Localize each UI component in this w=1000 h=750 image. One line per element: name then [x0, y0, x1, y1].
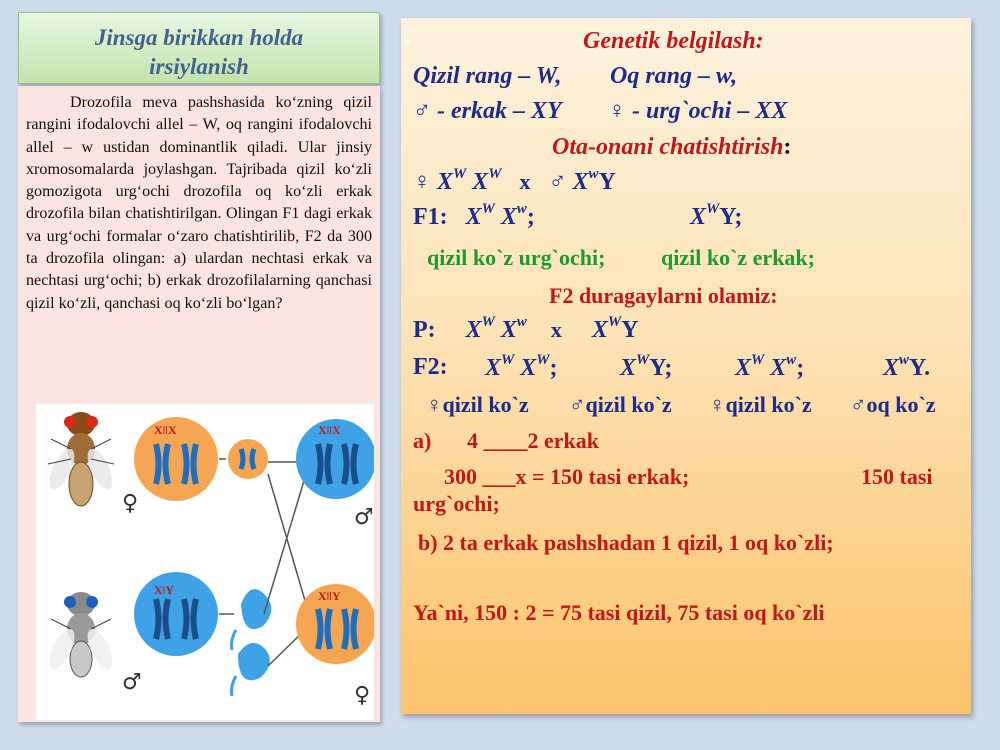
title-line-2: irsiylanish — [149, 54, 249, 79]
svg-text:XǀǀY: XǀǀY — [318, 589, 341, 603]
f1-label: F1: — [413, 204, 448, 230]
male-notation: ♂ - erkak – XY — [413, 98, 562, 124]
f2-desc-2: ♂qizil ko`z — [569, 392, 672, 417]
title-line-1: Jinsga birikkan holda — [94, 25, 304, 50]
p-y: Y — [621, 317, 639, 343]
answer-b: b) 2 ta erkak pashshadan 1 qizil, 1 oq ko`zli; — [418, 530, 834, 555]
svg-text:XǀǀX: XǀǀX — [318, 423, 341, 437]
allele-red-label: Qizil rang – W, — [413, 63, 562, 89]
female-symbol: ♀ — [413, 169, 431, 195]
f2-y-2: Y — [908, 355, 925, 381]
answer-a-label: a) — [413, 428, 432, 453]
inheritance-diagram-svg — [36, 404, 374, 720]
f1-semicolon-1: ; — [526, 204, 535, 230]
f1-y: Y — [719, 204, 735, 230]
f2-sc-2: ; — [664, 355, 673, 381]
f1-male-desc: qizil ko`z erkak; — [661, 245, 815, 270]
f2-label: F2: — [413, 354, 448, 380]
parent-cross-heading-text: Ota-onani chatishtirish — [552, 134, 784, 160]
answer-a-calc: 300 ___x = 150 tasi erkak; — [444, 464, 690, 489]
female-notation: ♀ - urg`ochi – XX — [608, 98, 788, 124]
f1-genotypes: F1: $X^W$ $X^w$; — [413, 201, 535, 230]
egg-gamete — [228, 439, 268, 479]
f2-genotype-2: $X^WY$; — [620, 352, 673, 381]
answer-a-ratio: 4 ____2 erkak — [467, 428, 599, 453]
f2-desc-1: ♀qizil ko`z — [426, 392, 529, 417]
parent-cross-colon: : — [783, 134, 792, 160]
female-symbol-offspring: ♀ — [354, 683, 371, 708]
sperm-gamete-2 — [232, 643, 270, 696]
male-symbol-offspring: ♂ — [354, 505, 374, 530]
inheritance-diagram — [36, 404, 374, 720]
white-eyed-fly-image — [45, 592, 118, 677]
p-genotypes: P: $X^W$ $X^w$ x $X^WY$ — [413, 314, 639, 343]
male-symbol: ♂ — [548, 169, 567, 195]
allele-white-label: Oq rang – w, — [610, 63, 738, 89]
p-cross-x: x — [550, 317, 562, 342]
title-box — [18, 12, 380, 84]
answer-final: Ya`ni, 150 : 2 = 75 tasi qizil, 75 tasi oq ko`zli — [413, 600, 825, 625]
parent-cross-heading — [552, 134, 791, 161]
y-chromosome: Y — [598, 169, 616, 195]
f2-sc-1: ; — [549, 355, 558, 381]
red-eyed-fly-image — [45, 412, 118, 506]
f1-semicolon-2: ; — [734, 204, 743, 230]
offspring-female-cell — [296, 419, 374, 499]
offspring-male-cell — [296, 584, 374, 664]
svg-text:XǀǀX: XǀǀX — [154, 423, 177, 437]
f2-genotype-3: $X^W$ $X^w$; — [735, 352, 805, 381]
female-parent-cell — [134, 417, 218, 501]
cross-x: x — [519, 169, 531, 194]
f2-sc-3: ; — [796, 355, 805, 381]
male-symbol-bottom: ♂ — [122, 670, 142, 695]
f2-dot: . — [924, 355, 931, 381]
f2-desc-4: ♂oq ko`z — [850, 392, 936, 417]
answer-a-tail-2: urg`ochi; — [413, 491, 500, 516]
p-label: P: — [413, 317, 436, 343]
f1-female-desc: qizil ko`z urg`ochi; — [427, 245, 606, 270]
f2-genotype-1: $X^W$ $X^W$; — [485, 352, 558, 381]
f2-heading: F2 duragaylarni olamiz: — [549, 283, 778, 308]
female-symbol-top: ♀ — [122, 491, 139, 516]
f2-genotype-4: $X^wY$. — [883, 352, 931, 381]
f2-desc-3: ♀qizil ko`z — [709, 392, 812, 417]
bullet-dot — [405, 40, 410, 45]
genetic-notation-heading: Genetik belgilash: — [583, 28, 764, 54]
sperm-gamete-1 — [232, 589, 272, 650]
male-parent-cell — [134, 572, 218, 656]
problem-text: Drozofila meva pashshasida ko‘zning qizil rangini ifodalovchi allel – W, oq rangini ifodalovchi allel – w ustidan dominantlik qiladi. Ular jinsiy xromosomalarda joylashgan. Tajribada qizil ko‘zli gomozigota urg‘ochi drozofila oq ko‘zli erkak drozofila bilan chatishtirilgan. Olingan F1 dagi erkak va urg‘ochi formalar o‘zaro chatishtirilib, F2 da 300 ta drozofila olingan: a) ulardan nechtasi erkak va nechtasi urg‘ochi; b) erkak drozofilalarning qanchasi qizil ko‘zli, qanchasi oq ko‘zli bo‘lgan? — [26, 94, 372, 312]
answer-a-tail: 150 tasi — [861, 464, 933, 489]
parent-genotypes: ♀ $X^W$ $X^W$ x ♂ $X^wY$ — [413, 166, 616, 195]
f1-male-genotype: $X^WY$; — [690, 201, 743, 230]
svg-text:XǀY: XǀY — [154, 583, 174, 597]
f2-y-1: Y — [649, 355, 665, 381]
